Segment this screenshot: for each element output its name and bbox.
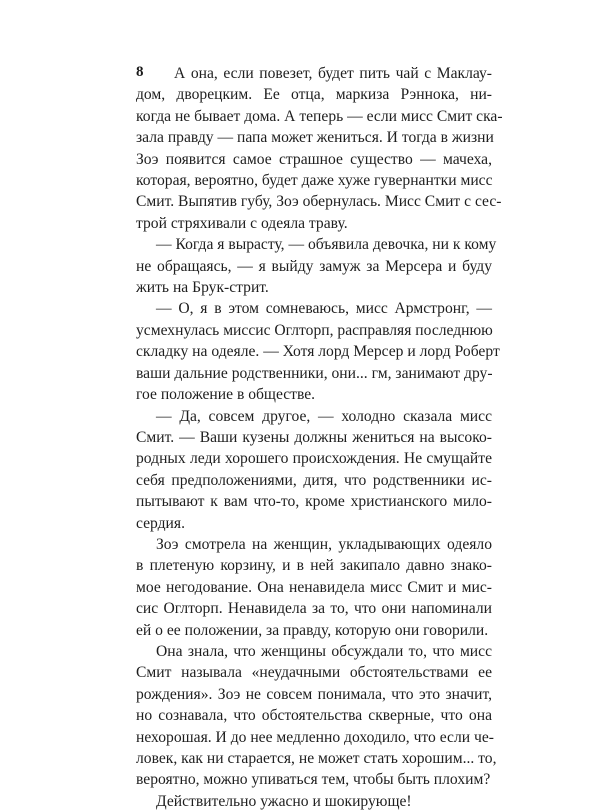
text-line: жить на Брук-стрит. bbox=[136, 279, 269, 297]
text-line: вероятно, можно упиваться тем, чтобы быть плохим? bbox=[136, 771, 491, 789]
text-line: зала правду — папа может жениться. И тогда в жизни bbox=[136, 129, 494, 147]
text-line: сердия. bbox=[136, 514, 185, 532]
text-line: — О, я в этом сомневаюсь, мисс Армстронг, — bbox=[156, 300, 492, 318]
text-line: родных леди хорошего происхождения. Не смущайте bbox=[136, 450, 492, 468]
paragraph bbox=[136, 641, 497, 791]
text-line: нехорошая. И до нее медленно доходило, что если че- bbox=[136, 728, 494, 746]
text-line: складку на одеяле. — Хотя лорд Мерсер и лорд Роберт bbox=[136, 343, 500, 361]
text-line: Зоэ появится самое страшное существо — мачеха, bbox=[136, 150, 492, 168]
paragraph bbox=[136, 791, 492, 812]
text-line: — Когда я вырасту, — объявила девочка, ни к кому bbox=[156, 236, 497, 254]
text-line: но сознавала, что обстоятельства скверные, что она bbox=[136, 707, 492, 725]
text-line: рождения». Зоэ не совсем понимала, что это значит, bbox=[136, 685, 492, 703]
paragraph bbox=[136, 298, 500, 405]
paragraph bbox=[136, 63, 503, 234]
paragraph bbox=[136, 234, 497, 298]
text-line: Смит называла «неудачными обстоятельствами ее bbox=[136, 664, 492, 682]
text-line: себя предположениями, дитя, что родственники ис- bbox=[136, 471, 492, 489]
text-line: ваши дальние родственники, они... гм, занимают дру- bbox=[136, 364, 493, 382]
text-line: А она, если повезет, будет пить чай с Маклау- bbox=[174, 65, 492, 82]
text-line: ловек, как ни старается, не может стать хорошим... то, bbox=[136, 750, 497, 767]
text-line: которая, вероятно, будет даже хуже гувернантки мисс bbox=[136, 172, 493, 190]
text-line: Она знала, что женщины обсуждали то, что мисс bbox=[156, 642, 492, 660]
text-line: гое положение в обществе. bbox=[136, 386, 316, 404]
text-line: Зоэ смотрела на женщин, укладывающих одеяло bbox=[156, 535, 492, 553]
text-line: ей о ее положении, за правду, которую они говорили. bbox=[136, 621, 489, 639]
text-line: в плетеную корзину, и в ней закипало давно знако- bbox=[136, 557, 492, 575]
paragraph bbox=[136, 534, 492, 641]
text-line: Смит. Выпятив губу, Зоэ обернулась. Мисс Смит с сес- bbox=[136, 193, 502, 211]
text-line: дом, дворецким. Ее отца, маркиза Рэннока, ни- bbox=[136, 86, 492, 104]
text-line: усмехнулась миссис Оглторп, расправляя последнюю bbox=[136, 321, 493, 339]
text-line: — Да, совсем другое, — холодно сказала мисс bbox=[156, 407, 492, 425]
text-line: Действительно ужасно и шокирующе! bbox=[156, 792, 412, 810]
text-line: не обращаясь, — я выйду замуж за Мерсера и буду bbox=[136, 257, 492, 275]
text-line: Смит. — Ваши кузены должны жениться на высоко- bbox=[136, 428, 492, 446]
body-text bbox=[136, 63, 503, 812]
text-line: трой стряхивали с одеяла траву. bbox=[136, 214, 348, 232]
text-line: пытывают к вам что-то, кроме христианского мило- bbox=[136, 493, 492, 511]
text-line: мое негодование. Она ненавидела мисс Смит и мис- bbox=[136, 578, 492, 596]
text-line: сис Оглторп. Ненавидела за то, что они напоминали bbox=[136, 600, 492, 618]
page-number: 8 bbox=[136, 64, 144, 80]
text-line: когда не бывает дома. А теперь — если мисс Смит ска- bbox=[136, 107, 503, 125]
paragraph bbox=[136, 406, 492, 534]
